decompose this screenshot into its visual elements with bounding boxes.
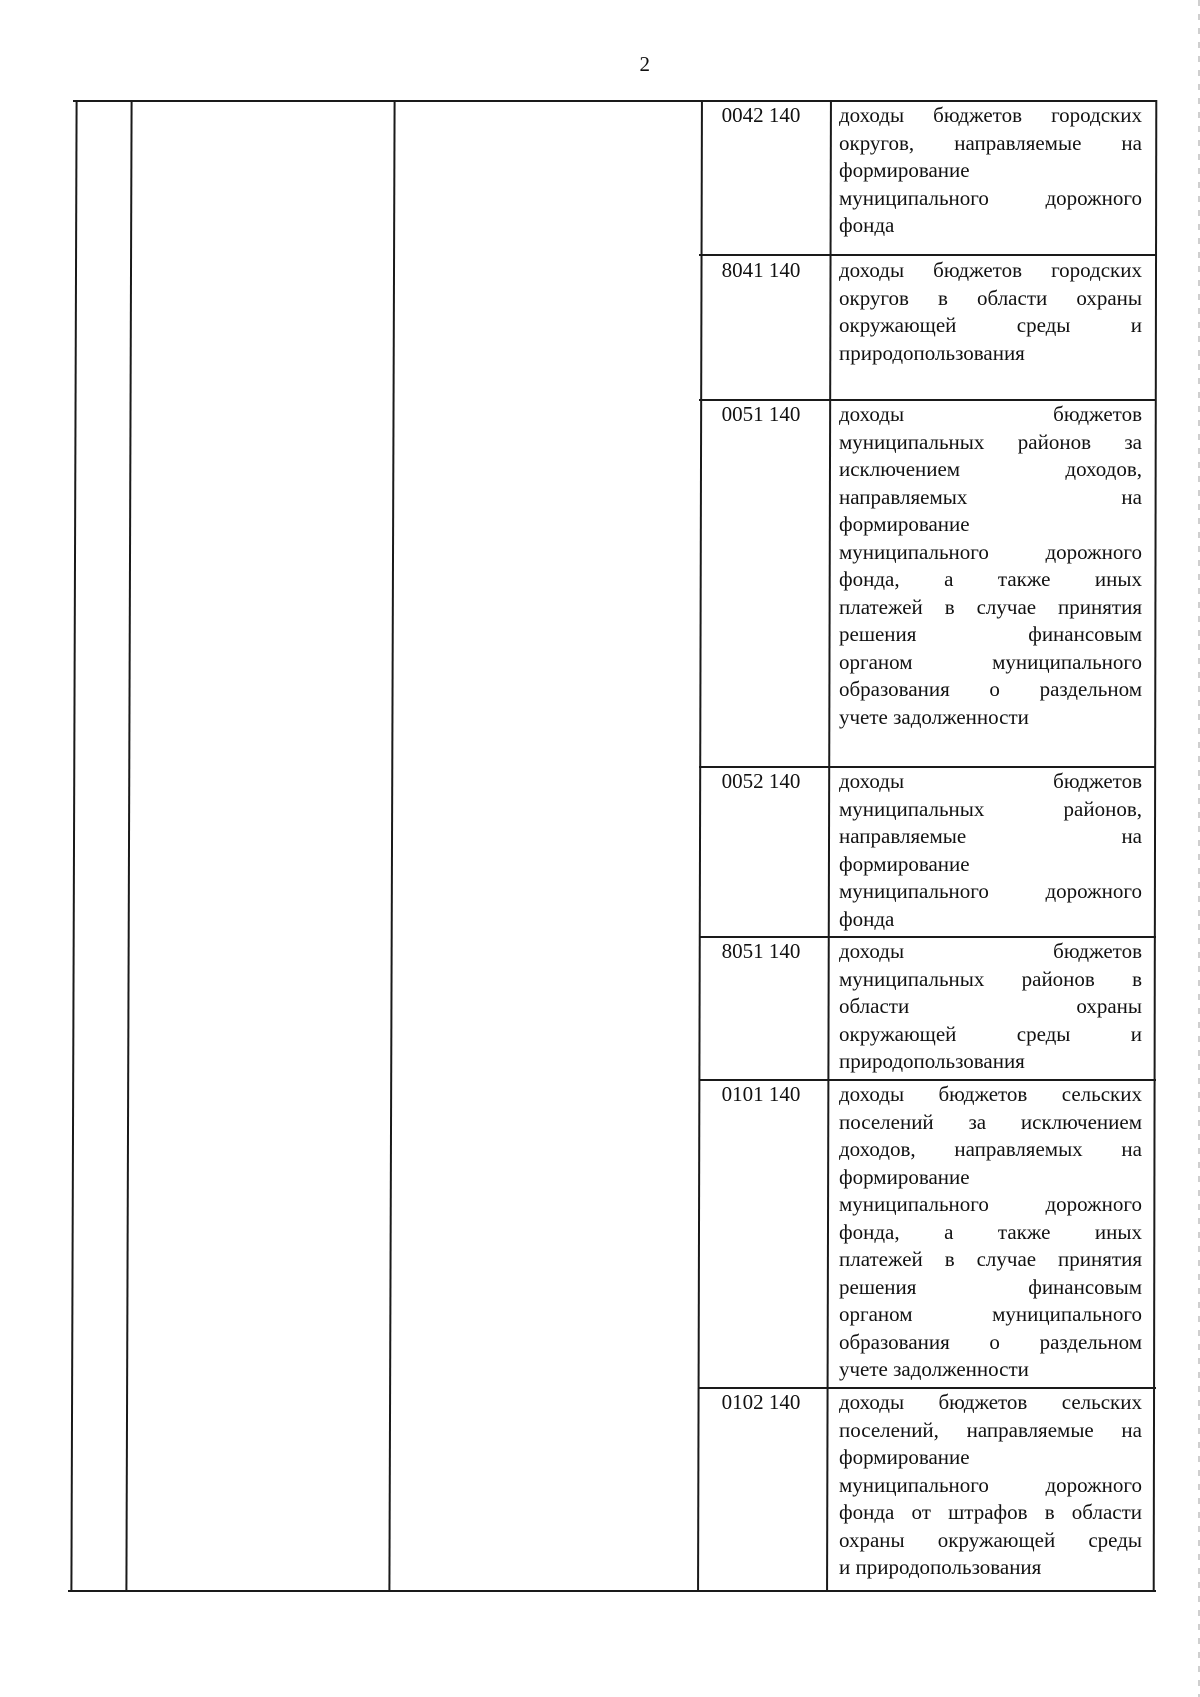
description-line: муниципального дорожного [839,879,1142,903]
description-line: округов, направляемые на [839,130,1142,155]
revenue-code-cell: 0102 140 [721,1390,801,1414]
description-line: доходы бюджетов сельских [839,1082,1142,1106]
description-line: направляемые на [839,824,1142,848]
revenue-code-cell: 0051 140 [721,402,801,426]
description-line: доходы бюджетов [839,939,1142,963]
description-line: решения финансовым [839,1274,1142,1299]
description-line: направляемых на [839,484,1142,509]
revenue-description-cell [839,257,1142,367]
column-border-4 [697,100,702,1591]
description-line: доходы бюджетов городских [839,258,1142,282]
description-line: доходы бюджетов [839,402,1142,426]
description-line: формирование [839,512,970,536]
column-border-6 [1153,100,1157,1591]
column-border-2 [125,100,132,1591]
description-line: фонда, а также иных [839,1219,1142,1244]
description-line: исключением доходов, [839,457,1142,481]
column-border-1 [70,100,77,1591]
description-line: платежей в случае принятия [839,594,1142,619]
description-line: муниципального дорожного [839,1192,1142,1216]
description-line: окружающей среды и [839,1021,1142,1046]
revenue-code-cell: 0042 140 [721,103,801,127]
description-line: области охраны [839,994,1142,1018]
description-line: платежей в случае принятия [839,1247,1142,1271]
description-line: фонда [839,906,895,931]
column-border-5 [826,100,831,1591]
description-line: доходы бюджетов сельских [839,1390,1142,1414]
description-line: поселений за исключением [839,1109,1142,1134]
description-line: муниципального дорожного [839,185,1142,210]
description-line: муниципальных районов за [839,429,1142,454]
description-line: доходы бюджетов [839,769,1142,793]
description-line: решения финансовым [839,622,1142,646]
description-line: органом муниципального [839,1302,1142,1326]
description-line: доходы бюджетов городских [839,103,1142,127]
description-line: муниципальных районов, [839,796,1142,821]
description-line: округов в области охраны [839,285,1142,310]
description-line: муниципального дорожного [839,1472,1142,1497]
description-line: поселений, направляемые на [839,1417,1142,1442]
revenue-code-cell: 8051 140 [721,939,801,963]
revenue-description-cell [839,768,1142,933]
description-line: фонда [839,213,895,237]
table-bottom-border [68,1590,1156,1592]
description-line: охраны окружающей среды [839,1527,1142,1552]
row-separator [699,254,1156,256]
revenue-description-cell [839,1389,1142,1582]
page-number: 2 [639,52,651,76]
description-line: образования о раздельном [839,677,1142,701]
description-line: фонда, а также иных [839,567,1142,591]
revenue-description-cell [839,938,1142,1076]
revenue-description-cell [839,401,1142,731]
revenue-description-cell [839,1081,1142,1384]
description-line: доходов, направляемых на [839,1137,1142,1161]
column-border-3 [388,100,395,1591]
description-line: формирование [839,851,970,876]
revenue-description-cell [839,102,1142,240]
description-line: формирование [839,1445,970,1469]
description-line: природопользования [839,340,1025,365]
description-line: органом муниципального [839,649,1142,674]
description-line: фонда от штрафов в области [839,1500,1142,1524]
description-line: формирование [839,158,970,182]
description-line: и природопользования [839,1555,1042,1579]
description-line: учете задолженности [839,704,1029,729]
description-line: муниципальных районов в [839,966,1142,991]
description-line: образования о раздельном [839,1329,1142,1354]
revenue-code-cell: 0101 140 [721,1082,801,1106]
description-line: муниципального дорожного [839,539,1142,564]
description-line: окружающей среды и [839,313,1142,337]
description-line: учете задолженности [839,1357,1029,1381]
description-line: формирование [839,1164,970,1189]
description-line: природопользования [839,1049,1025,1073]
revenue-code-cell: 8041 140 [721,258,801,282]
revenue-code-cell: 0052 140 [721,769,801,793]
